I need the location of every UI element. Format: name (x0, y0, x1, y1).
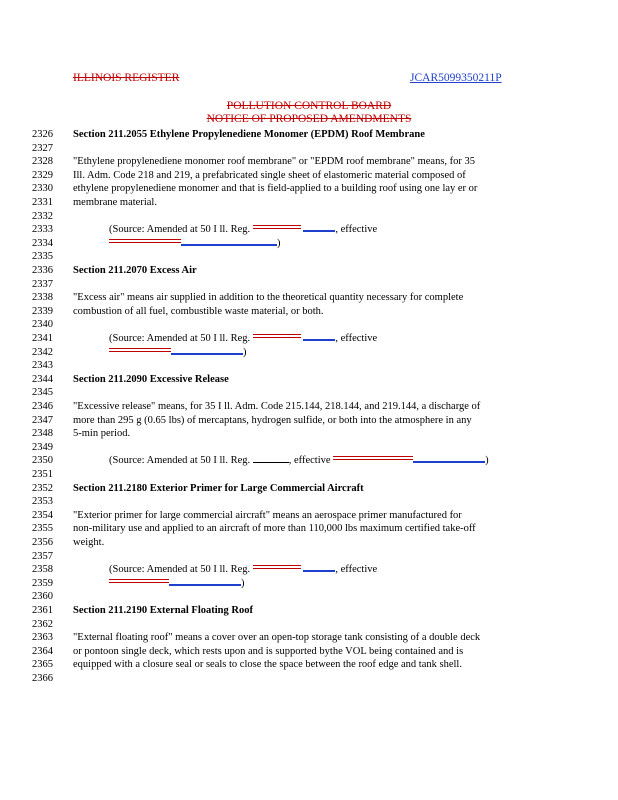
source-note-continued: ) (109, 346, 247, 360)
header-code[interactable]: JCAR5099350211P (410, 72, 502, 84)
body-text (73, 182, 477, 196)
line-number: 2353 (32, 496, 53, 508)
line-number: 2348 (32, 428, 53, 440)
line-text: (Source: Amended at 50 I ll. Reg. (109, 455, 251, 467)
line-text: 5-min period. (73, 428, 131, 440)
line-number: 2345 (32, 387, 53, 399)
line-number: 2352 (32, 482, 53, 494)
line-text: ethylene propylenediene monomer and that is field-applied to a building roof using one lay er or (73, 183, 478, 195)
deleted-blank (109, 348, 171, 352)
line-number: 2339 (32, 305, 53, 317)
line-text: combustion of all fuel, combustible waste material, or both. (73, 305, 324, 317)
body-text (73, 427, 130, 441)
inserted-blank (303, 339, 335, 341)
source-note: (Source: Amended at 50 I ll. Reg. , effective (109, 564, 378, 576)
line-number: 2357 (32, 550, 53, 562)
line-number: 2329 (32, 169, 53, 181)
line-number: 2326 (32, 129, 53, 140)
body-text (73, 291, 463, 305)
inserted-blank (181, 244, 277, 246)
line-number: 2360 (32, 591, 53, 603)
line-number: 2365 (32, 659, 53, 671)
section-heading (73, 604, 253, 618)
deleted-blank (253, 565, 301, 569)
line-number: 2354 (32, 509, 53, 521)
line-number: 2363 (32, 632, 53, 644)
line-text: (Source: Amended at 50 I ll. Reg. (109, 224, 251, 236)
line-number: 2366 (32, 673, 53, 684)
line-text: Section 211.2055 Ethylene Propylenediene Monomer (EPDM) Roof Membrane (73, 129, 425, 140)
body-text (73, 400, 480, 414)
body-text (73, 305, 323, 319)
line-number: 2343 (32, 360, 53, 372)
body-text (73, 414, 472, 428)
source-note: (Source: Amended at 50 I ll. Reg. , effective ) (109, 455, 489, 467)
line-number: 2359 (32, 577, 53, 589)
line-text: or pontoon single deck, which rests upon and is supported bythe VOL being contained and is (73, 645, 464, 657)
line-text: "External floating roof" means a cover over an open-top storage tank consisting of a double deck (73, 632, 481, 644)
deleted-blank (253, 334, 301, 338)
line-text: (Source: Amended at 50 I ll. Reg. (109, 564, 251, 576)
body-text (73, 536, 104, 550)
body-text (73, 522, 476, 536)
header-register: ILLINOIS REGISTER (73, 72, 180, 84)
line-text: weight. (73, 537, 105, 548)
deleted-blank (253, 225, 301, 229)
line-number: 2333 (32, 224, 53, 236)
line-text: membrane material. (73, 197, 157, 208)
line-number: 2340 (32, 319, 53, 331)
source-note-continued: ) (109, 237, 281, 251)
line-text: Section 211.2090 Excessive Release (73, 373, 229, 385)
line-number: 2330 (32, 183, 53, 195)
line-number: 2344 (32, 373, 53, 385)
section-heading (73, 482, 364, 496)
line-text: "Exterior primer for large commercial aircraft" means an aerospace primer manufactured for (73, 509, 462, 521)
line-number: 2327 (32, 142, 53, 154)
body-text (73, 196, 157, 210)
line-number: 2346 (32, 401, 53, 412)
line-number: 2337 (32, 278, 53, 290)
line-text: Section 211.2190 External Floating Roof (73, 605, 253, 616)
section-heading (73, 128, 425, 142)
line-number: 2362 (32, 618, 53, 630)
section-heading (73, 264, 197, 278)
line-text: "Excessive release" means, for 35 I ll. Adm. Code 215.144, 218.144, and 219.144, a discharge of (73, 401, 481, 412)
inserted-blank (413, 461, 485, 463)
body-text (73, 155, 475, 169)
deleted-blank (109, 579, 169, 583)
line-number: 2358 (32, 564, 53, 576)
body-text (73, 169, 466, 183)
inserted-blank (303, 570, 335, 572)
source-note: (Source: Amended at 50 I ll. Reg. , effective (109, 333, 378, 344)
line-number: 2331 (32, 197, 53, 208)
source-note: (Source: Amended at 50 I ll. Reg. , effective (109, 224, 378, 236)
source-note-continued: ) (109, 577, 245, 591)
inserted-blank (303, 230, 335, 232)
line-text: non-military use and applied to an aircraft of more than 110,000 lbs maximum certified take-off (73, 523, 476, 535)
inserted-blank (169, 584, 241, 586)
header-notice: NOTICE OF PROPOSED AMENDMENTS (206, 113, 412, 125)
line-text: equipped with a closure seal or seals to close the space between the roof edge and tank shell. (73, 659, 462, 671)
line-number: 2341 (32, 333, 53, 344)
section-heading (73, 373, 229, 387)
body-text (73, 631, 480, 645)
deleted-blank (109, 239, 181, 243)
header-board: POLLUTION CONTROL BOARD (226, 100, 392, 112)
line-text: "Ethylene propylenediene monomer roof membrane" or "EPDM roof membrane" means, for 35 (73, 156, 476, 168)
reg-blank (253, 462, 289, 463)
line-text: Ill. Adm. Code 218 and 219, a prefabricated single sheet of elastomeric material composed of (73, 169, 466, 181)
line-text: (Source: Amended at 50 I ll. Reg. (109, 333, 251, 344)
line-number: 2328 (32, 156, 53, 168)
body-text (73, 645, 463, 659)
line-number: 2336 (32, 265, 53, 276)
line-text: more than 295 g (0.65 lbs) of mercaptans, hydrogen sulfide, or both into the atmosphere in any (73, 414, 472, 426)
body-text (73, 509, 462, 523)
line-number: 2349 (32, 441, 53, 453)
deleted-blank (333, 456, 413, 460)
line-number: 2338 (32, 292, 53, 304)
line-number: 2355 (32, 523, 53, 535)
line-number: 2332 (32, 210, 53, 222)
line-text: Section 211.2070 Excess Air (73, 265, 197, 276)
line-number: 2342 (32, 346, 53, 358)
line-number: 2335 (32, 251, 53, 263)
line-number: 2347 (32, 414, 53, 426)
line-text: "Excess air" means air supplied in addition to the theoretical quantity necessary for complete (73, 292, 464, 304)
body-text (73, 658, 462, 672)
line-number: 2364 (32, 645, 53, 657)
line-number: 2356 (32, 537, 53, 548)
line-number: 2334 (32, 237, 53, 249)
inserted-blank (171, 353, 243, 355)
line-text: Section 211.2180 Exterior Primer for Large Commercial Aircraft (73, 482, 364, 494)
line-number: 2351 (32, 469, 53, 480)
line-number: 2350 (32, 455, 53, 467)
line-number: 2361 (32, 605, 53, 616)
